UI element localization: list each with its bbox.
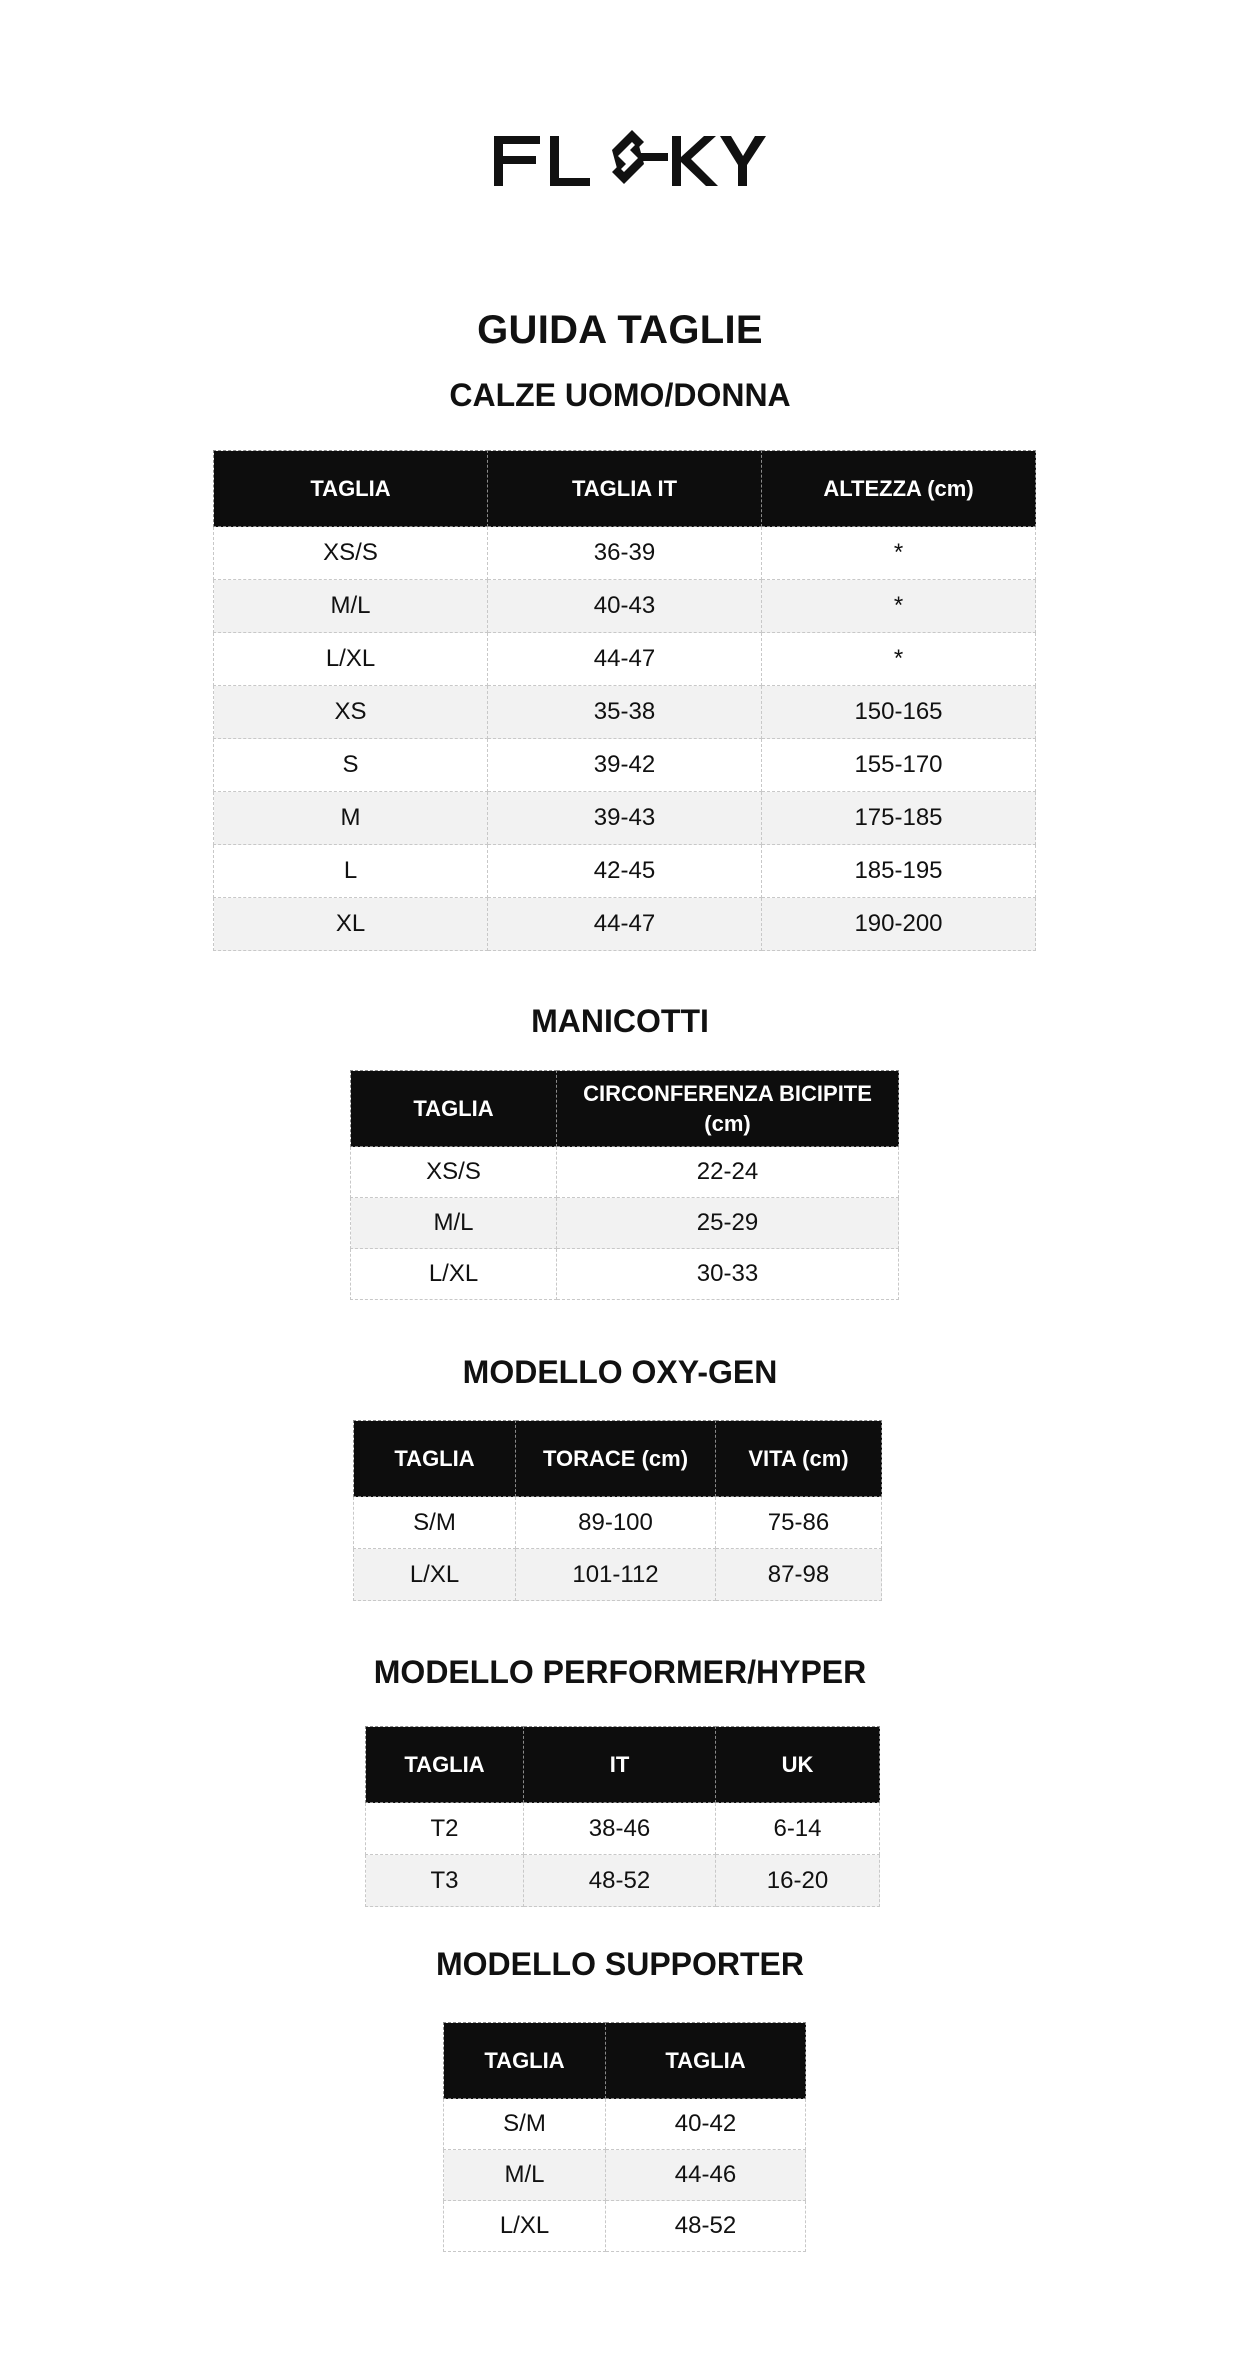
table-cell: L/XL [351, 1249, 557, 1300]
table-row [214, 845, 1036, 898]
table-cell: 38-46 [524, 1803, 716, 1855]
table-cell: 30-33 [557, 1249, 899, 1300]
table-cell: 44-47 [488, 898, 762, 951]
table-cell: M/L [351, 1198, 557, 1249]
column-header: TAGLIA [354, 1421, 516, 1497]
table-row [354, 1497, 882, 1549]
logo-text: FLOKY [490, 128, 494, 129]
table-header-row [366, 1727, 880, 1803]
table-cell: L [214, 845, 488, 898]
column-header: TAGLIA IT [488, 451, 762, 527]
table-cell: 42-45 [488, 845, 762, 898]
size-table-supporter [443, 2022, 806, 2252]
table-cell: L/XL [214, 633, 488, 686]
table-cell: * [762, 633, 1036, 686]
table-cell: 6-14 [716, 1803, 880, 1855]
table-cell: * [762, 580, 1036, 633]
table-cell: S/M [354, 1497, 516, 1549]
table-cell: S/M [444, 2099, 606, 2150]
size-table-oxy-gen [353, 1420, 882, 1601]
section-heading-oxy-gen: MODELLO OXY-GEN [462, 1354, 778, 1390]
table-cell: 25-29 [557, 1198, 899, 1249]
section-heading-calze: CALZE UOMO/DONNA [449, 377, 791, 413]
size-table-performer-hyper [365, 1726, 880, 1907]
table-cell: 150-165 [762, 686, 1036, 739]
table-header-row [444, 2023, 806, 2099]
table-cell: 75-86 [716, 1497, 882, 1549]
table-cell: 40-43 [488, 580, 762, 633]
table-row [214, 527, 1036, 580]
table-cell: 39-43 [488, 792, 762, 845]
table-cell: 48-52 [524, 1855, 716, 1907]
column-header: TAGLIA [444, 2023, 606, 2099]
table-cell: T3 [366, 1855, 524, 1907]
column-header: TAGLIA [214, 451, 488, 527]
table-cell: L/XL [444, 2201, 606, 2252]
table-cell: M [214, 792, 488, 845]
table-cell: 185-195 [762, 845, 1036, 898]
table-cell: 39-42 [488, 739, 762, 792]
size-table-manicotti [350, 1070, 899, 1300]
size-table-calze [213, 450, 1036, 951]
table-row [351, 1147, 899, 1198]
column-header: ALTEZZA (cm) [762, 451, 1036, 527]
table-header-row [351, 1071, 899, 1147]
column-header: TAGLIA [351, 1071, 557, 1147]
section-heading-supporter: MODELLO SUPPORTER [435, 1946, 804, 1982]
table-cell: T2 [366, 1803, 524, 1855]
table-row [214, 739, 1036, 792]
column-header: VITA (cm) [716, 1421, 882, 1497]
column-header: IT [524, 1727, 716, 1803]
page-title: GUIDA TAGLIE [477, 308, 763, 352]
table-cell: XS/S [351, 1147, 557, 1198]
table-cell: L/XL [354, 1549, 516, 1601]
table-cell: 175-185 [762, 792, 1036, 845]
table-cell: S [214, 739, 488, 792]
table-row [354, 1549, 882, 1601]
table-cell: XS [214, 686, 488, 739]
table-row [214, 686, 1036, 739]
table-row [351, 1249, 899, 1300]
table-row [366, 1803, 880, 1855]
table-row [214, 792, 1036, 845]
table-cell: 40-42 [606, 2099, 806, 2150]
table-cell: 22-24 [557, 1147, 899, 1198]
table-cell: 44-46 [606, 2150, 806, 2201]
table-cell: 44-47 [488, 633, 762, 686]
section-heading-manicotti: MANICOTTI [531, 1003, 709, 1039]
table-cell: 89-100 [516, 1497, 716, 1549]
table-row [214, 633, 1036, 686]
table-cell: M/L [214, 580, 488, 633]
table-cell: 101-112 [516, 1549, 716, 1601]
table-cell: M/L [444, 2150, 606, 2201]
column-header: CIRCONFERENZA BICIPITE (cm) [557, 1071, 899, 1147]
table-header-row [354, 1421, 882, 1497]
table-cell: 87-98 [716, 1549, 882, 1601]
column-header: TAGLIA [606, 2023, 806, 2099]
column-header: TORACE (cm) [516, 1421, 716, 1497]
table-row [214, 898, 1036, 951]
table-row [444, 2099, 806, 2150]
table-row [444, 2201, 806, 2252]
table-cell: 36-39 [488, 527, 762, 580]
table-row [366, 1855, 880, 1907]
table-cell: XL [214, 898, 488, 951]
table-row [214, 580, 1036, 633]
column-header: TAGLIA [366, 1727, 524, 1803]
table-cell: 190-200 [762, 898, 1036, 951]
table-row [351, 1198, 899, 1249]
table-cell: 16-20 [716, 1855, 880, 1907]
floky-logo [490, 128, 766, 198]
column-header: UK [716, 1727, 880, 1803]
table-cell: 155-170 [762, 739, 1036, 792]
table-cell: 48-52 [606, 2201, 806, 2252]
table-header-row [214, 451, 1036, 527]
section-heading-performer-hyper: MODELLO PERFORMER/HYPER [373, 1654, 867, 1690]
table-row [444, 2150, 806, 2201]
table-cell: XS/S [214, 527, 488, 580]
table-cell: * [762, 527, 1036, 580]
table-cell: 35-38 [488, 686, 762, 739]
